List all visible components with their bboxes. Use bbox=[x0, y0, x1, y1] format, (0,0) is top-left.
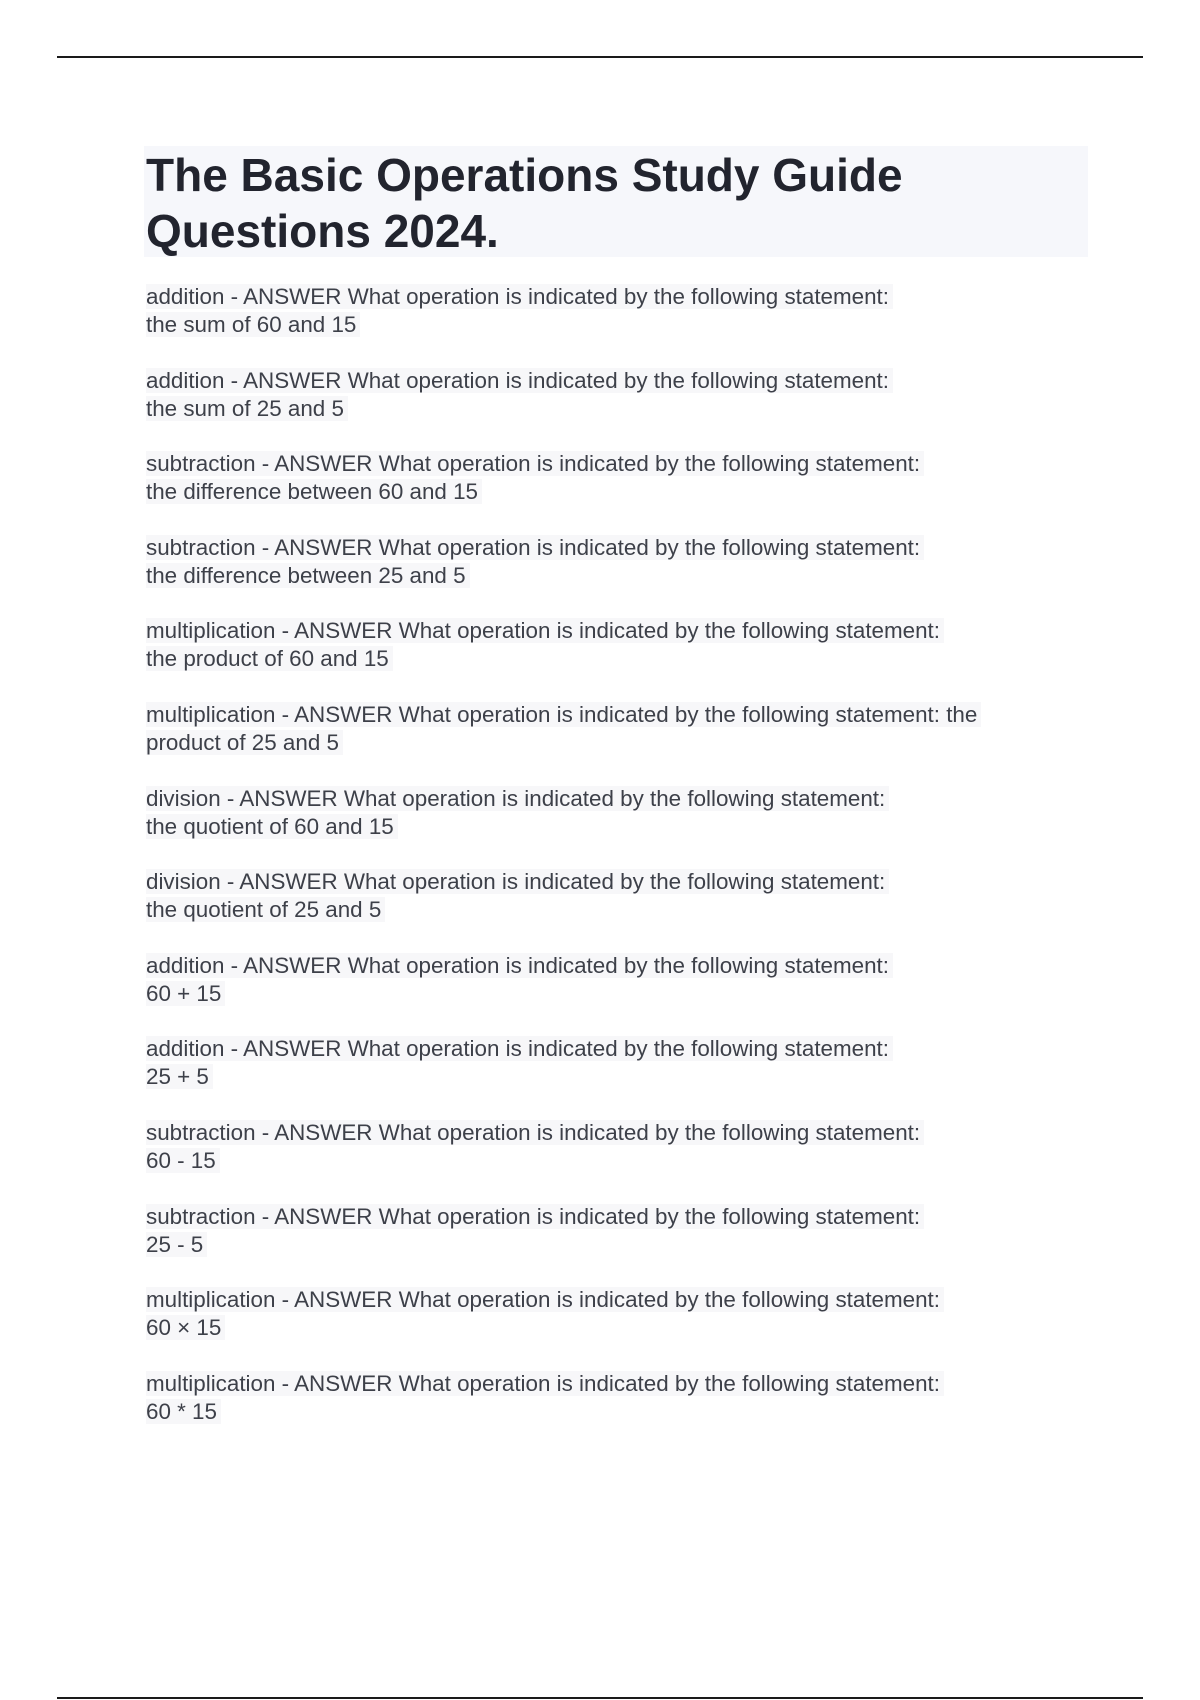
question-text: multiplication - ANSWER What operation is indicated by the following statement: bbox=[146, 618, 944, 643]
question-item bbox=[146, 1203, 1066, 1287]
question-list bbox=[146, 283, 1066, 1453]
question-text: subtraction - ANSWER What operation is indicated by the following statement: bbox=[146, 1120, 924, 1145]
question-statement: 25 - 5 bbox=[146, 1232, 207, 1257]
question-text: addition - ANSWER What operation is indicated by the following statement: bbox=[146, 1036, 893, 1061]
question-statement: 25 + 5 bbox=[146, 1064, 213, 1089]
question-item bbox=[146, 1370, 1066, 1454]
question-text: division - ANSWER What operation is indicated by the following statement: bbox=[146, 869, 889, 894]
question-statement: 60 × 15 bbox=[146, 1315, 225, 1340]
bottom-divider bbox=[57, 1697, 1143, 1699]
question-statement: the sum of 25 and 5 bbox=[146, 396, 348, 421]
question-text: addition - ANSWER What operation is indicated by the following statement: bbox=[146, 284, 893, 309]
question-text: multiplication - ANSWER What operation is indicated by the following statement: bbox=[146, 1371, 944, 1396]
question-statement: product of 25 and 5 bbox=[146, 730, 343, 755]
question-text: subtraction - ANSWER What operation is indicated by the following statement: bbox=[146, 1204, 924, 1229]
question-text: subtraction - ANSWER What operation is indicated by the following statement: bbox=[146, 535, 924, 560]
question-text: multiplication - ANSWER What operation is indicated by the following statement: the bbox=[146, 702, 981, 727]
question-item bbox=[146, 534, 1066, 618]
page-title: The Basic Operations Study Guide Questions 2024. bbox=[146, 149, 903, 257]
question-item bbox=[146, 367, 1066, 451]
question-text: addition - ANSWER What operation is indicated by the following statement: bbox=[146, 953, 893, 978]
question-statement: 60 - 15 bbox=[146, 1148, 220, 1173]
question-item bbox=[146, 785, 1066, 869]
question-item bbox=[146, 1119, 1066, 1203]
question-statement: 60 * 15 bbox=[146, 1399, 221, 1424]
question-item bbox=[146, 283, 1066, 367]
question-item bbox=[146, 952, 1066, 1036]
question-statement: the sum of 60 and 15 bbox=[146, 312, 360, 337]
question-item bbox=[146, 1286, 1066, 1370]
question-item bbox=[146, 701, 1066, 785]
question-statement: the product of 60 and 15 bbox=[146, 646, 393, 671]
question-item bbox=[146, 1035, 1066, 1119]
question-item bbox=[146, 868, 1066, 952]
question-text: division - ANSWER What operation is indicated by the following statement: bbox=[146, 786, 889, 811]
question-text: multiplication - ANSWER What operation is indicated by the following statement: bbox=[146, 1287, 944, 1312]
question-item bbox=[146, 617, 1066, 701]
question-statement: the difference between 60 and 15 bbox=[146, 479, 482, 504]
top-divider bbox=[57, 56, 1143, 58]
question-statement: 60 + 15 bbox=[146, 981, 225, 1006]
question-statement: the difference between 25 and 5 bbox=[146, 563, 470, 588]
question-statement: the quotient of 25 and 5 bbox=[146, 897, 385, 922]
question-text: addition - ANSWER What operation is indicated by the following statement: bbox=[146, 368, 893, 393]
title-block bbox=[144, 146, 1088, 257]
question-item bbox=[146, 450, 1066, 534]
question-statement: the quotient of 60 and 15 bbox=[146, 814, 398, 839]
question-text: subtraction - ANSWER What operation is indicated by the following statement: bbox=[146, 451, 924, 476]
